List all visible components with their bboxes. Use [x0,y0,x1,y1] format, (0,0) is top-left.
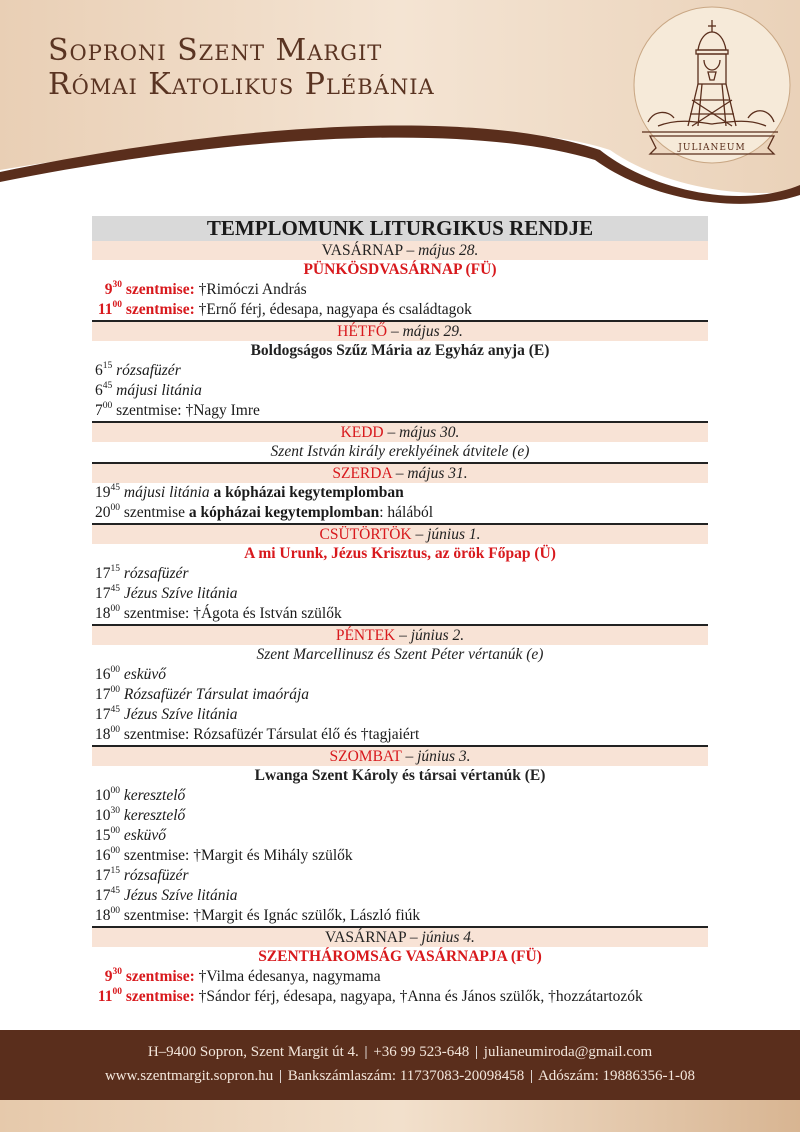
item-time: $17^{45}$ [95,705,120,723]
day-date: június 1. [427,526,481,543]
day-name: CSÜTÖRTÖK [319,526,412,543]
schedule-item [92,866,708,886]
footer-tax-number: Adószám: 19886356-1-08 [537,1068,696,1084]
schedule-item [92,483,708,503]
day-date: május 30. [399,424,460,441]
item-text: †Margit és Ignác szülők, László fiúk [193,907,421,924]
item-text: Rózsafüzér Társulat élő és †tagjaiért [193,726,420,743]
item-text-extra: : hálából [379,504,434,521]
day-header: VASÁRNAP – június 4. [92,928,708,947]
schedule-item [92,967,708,987]
schedule-item [92,503,708,523]
item-text: májusi litánia [123,484,210,501]
day-date: június 4. [421,929,475,946]
feast-title: Boldogságos Szűz Mária az Egyház anyja [250,342,525,359]
item-time: $17^{45}$ [95,886,120,904]
item-text: Jézus Szíve litánia [123,706,238,723]
item-text: †Ágota és István szülők [193,605,342,622]
item-time: $9^{30}$ [104,280,122,298]
item-text: rózsafüzér [116,362,181,379]
item-text: †Vilma édesanya, nagymama [198,968,381,985]
day-name: KEDD [340,424,384,441]
item-text: keresztelő [123,807,186,824]
day-header: KEDD – május 30. [92,423,708,442]
item-label: szentmise: [125,968,195,985]
feast-title: Szent István király ereklyéinek átvitele (e) [270,443,530,460]
schedule-item [92,584,708,604]
day-name: HÉTFŐ [337,323,388,340]
footer-separator: | [364,1044,368,1060]
feast-name [92,442,708,462]
schedule-item [92,846,708,866]
item-time: $16^{00}$ [95,665,120,683]
schedule-item [92,786,708,806]
schedule-item [92,826,708,846]
day-date: június 3. [417,748,471,765]
schedule-item [92,361,708,381]
footer-contact-line [0,1044,800,1061]
item-text: rózsafüzér [123,867,189,884]
feast-name [92,766,708,786]
day-name: VASÁRNAP [321,242,403,259]
item-text: rózsafüzér [123,565,189,582]
item-time: $9^{30}$ [104,967,122,985]
schedule-item [92,906,708,926]
day-name: SZERDA [332,465,392,482]
item-time: $20^{00}$ [95,503,120,521]
item-time: $17^{00}$ [95,685,120,703]
feast-name [92,260,708,280]
day-date: május 28. [418,242,479,259]
feast-name [92,947,708,967]
schedule-item [92,705,708,725]
feast-title: A mi Urunk, Jézus Krisztus, az örök Főpap [244,545,531,562]
feast-title: PÜNKÖSDVASÁRNAP (FÜ) [303,261,497,278]
item-label: szentmise: [116,402,182,419]
day-date: június 2. [410,627,465,644]
footer-phone[interactable]: +36 99 523-648 [373,1044,470,1060]
schedule-item [92,987,708,1007]
day-header: VASÁRNAP – május 28. [92,241,708,260]
item-time: $18^{00}$ [95,906,120,924]
schedule-item [92,564,708,584]
item-time: $6^{45}$ [95,381,113,399]
item-time: $11^{00}$ [97,987,122,1005]
item-time: $6^{15}$ [95,361,113,379]
schedule-item [92,886,708,906]
schedule-item [92,685,708,705]
item-label: szentmise [123,504,185,521]
feast-rank: (E) [528,342,550,359]
feast-title: Lwanga Szent Károly és társai vértanúk [254,767,521,784]
day-date: május 29. [402,323,463,340]
footer-bank-line [0,1068,800,1085]
liturgical-schedule [92,216,708,1007]
item-text: Jézus Szíve litánia [123,887,238,904]
item-time: $15^{00}$ [95,826,120,844]
feast-name [92,645,708,665]
feast-rank: (Ü) [534,545,556,562]
day-name: VASÁRNAP [325,929,407,946]
item-text: a kópházai kegytemplomban [188,504,380,521]
footer-address: H–9400 Sopron, Szent Margit út 4. [147,1044,359,1060]
bottom-decoration [0,1100,800,1132]
item-label: szentmise: [125,301,195,318]
item-label: szentmise: [123,847,190,864]
day-header: SZOMBAT – június 3. [92,747,708,766]
item-text-extra: a kópházai kegytemplomban [213,484,404,501]
schedule-item [92,401,708,421]
item-time: $17^{15}$ [95,866,120,884]
item-text: Rózsafüzér Társulat imaórája [123,686,310,703]
schedule-item [92,725,708,745]
item-text: †Sándor férj, édesapa, nagyapa, †Anna és János szülők, †hozzátartozók [198,988,643,1005]
organization-name [48,34,435,102]
item-time: $16^{00}$ [95,846,120,864]
item-text: †Nagy Imre [185,402,260,419]
schedule-item [92,604,708,624]
item-label: szentmise: [123,726,190,743]
day-header: CSÜTÖRTÖK – június 1. [92,525,708,544]
item-time: $10^{30}$ [95,806,120,824]
day-name: SZOMBAT [329,748,402,765]
footer-separator: | [279,1068,283,1084]
item-label: szentmise: [123,605,190,622]
logo-text: JULIANEUM [678,143,746,153]
item-label: szentmise: [125,281,195,298]
item-time: $17^{15}$ [95,564,120,582]
item-time: $11^{00}$ [97,300,122,318]
item-text: Jézus Szíve litánia [123,585,238,602]
item-time: $7^{00}$ [95,401,113,419]
item-time: $18^{00}$ [95,725,120,743]
day-header: SZERDA – május 31. [92,464,708,483]
julianeum-logo [628,14,788,164]
day-header: HÉTFŐ – május 29. [92,322,708,341]
day-header: PÉNTEK – június 2. [92,626,708,645]
schedule-item [92,806,708,826]
day-date: május 31. [407,465,468,482]
item-text: esküvő [123,827,167,844]
item-text: †Margit és Mihály szülők [193,847,353,864]
footer-bank-account: Bankszámlaszám: 11737083-20098458 [287,1068,525,1084]
item-time: $18^{00}$ [95,604,120,622]
item-label: szentmise: [123,907,190,924]
footer-separator: | [530,1068,534,1084]
org-line-2: Római Katolikus Plébánia [48,67,435,102]
schedule-item [92,665,708,685]
schedule-item [92,300,708,320]
footer-separator: | [475,1044,479,1060]
day-name: PÉNTEK [335,627,396,644]
feast-title: Szent Marcellinusz és Szent Péter vértanúk (e) [256,646,544,663]
item-text: †Ernő férj, édesapa, nagyapa és családtagok [198,301,472,318]
feast-rank: (E) [524,767,546,784]
item-text: †Rimóczi András [198,281,307,298]
feast-name [92,544,708,564]
schedule-title: TEMPLOMUNK LITURGIKUS RENDJE [92,216,708,241]
org-line-1: Soproni Szent Margit [48,33,383,68]
item-text: keresztelő [123,787,186,804]
item-label: szentmise: [125,988,195,1005]
footer-website[interactable]: www.szentmargit.sopron.hu [104,1068,274,1084]
schedule-item [92,381,708,401]
feast-name [92,341,708,361]
footer-email[interactable]: julianeumiroda@gmail.com [483,1044,653,1060]
footer [0,1030,800,1100]
item-time: $17^{45}$ [95,584,120,602]
schedule-item [92,280,708,300]
item-text: esküvő [123,666,167,683]
feast-title: SZENTHÁROMSÁG VASÁRNAPJA (FÜ) [258,948,542,965]
item-time: $19^{45}$ [95,483,120,501]
item-time: $10^{00}$ [95,786,120,804]
item-text: májusi litánia [116,382,202,399]
